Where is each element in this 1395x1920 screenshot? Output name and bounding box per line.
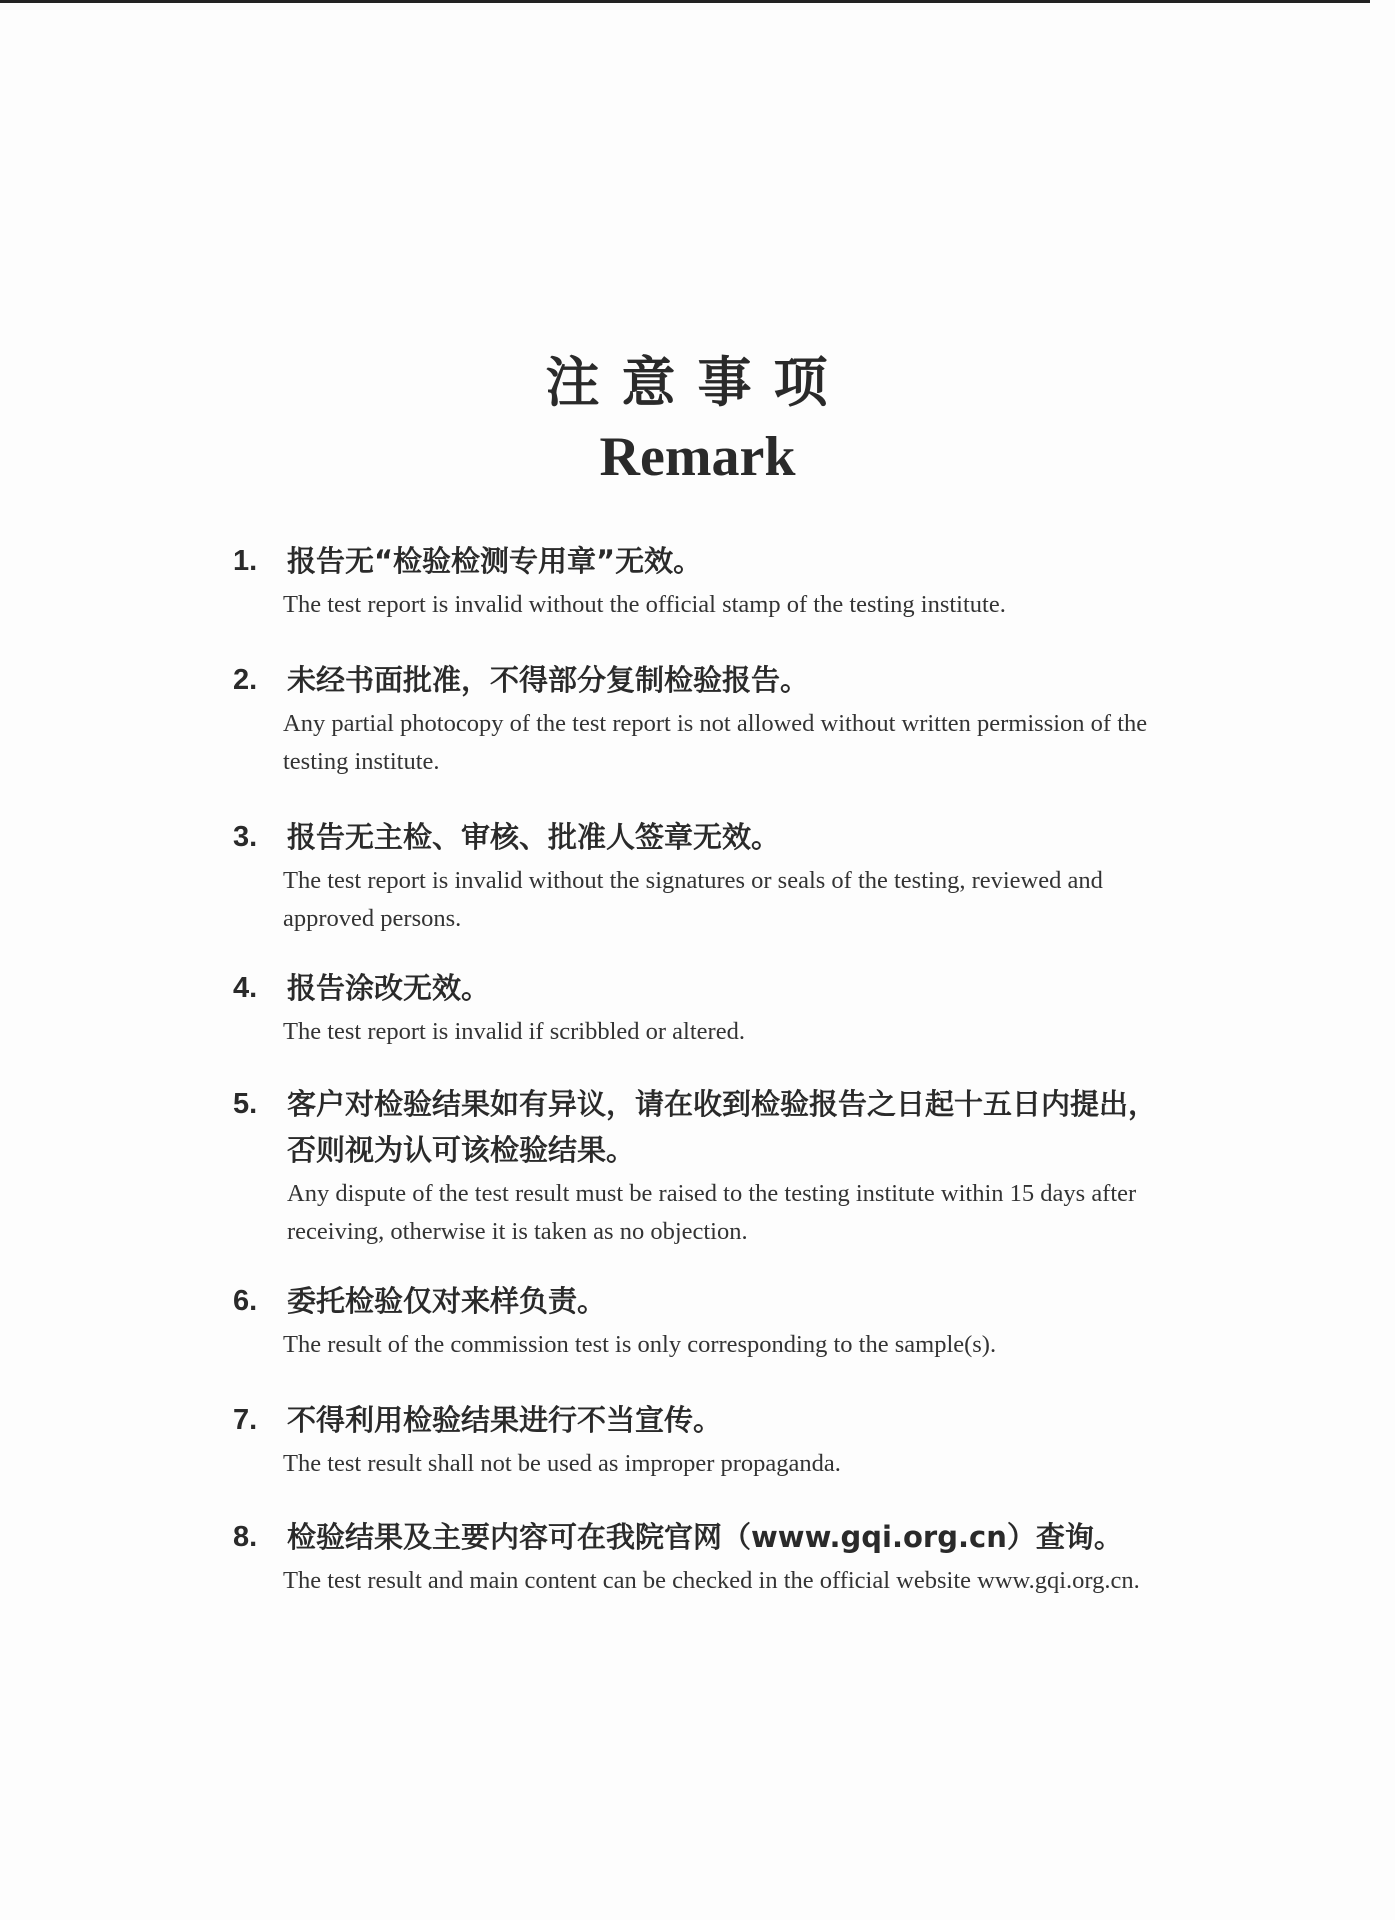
item-number: 3.	[233, 821, 258, 853]
item-text-chinese: 报告无主检、审核、批准人签章无效。	[287, 820, 781, 854]
page-title-chinese: 注意事项	[545, 350, 850, 414]
remark-item-6	[233, 1278, 1333, 1364]
item-number: 1.	[233, 545, 258, 577]
item-text-chinese: 未经书面批准，不得部分复制检验报告。	[287, 663, 810, 697]
item-number: 5.	[233, 1088, 258, 1120]
item-text-english: The test report is invalid without the signatures or seals of the testing, reviewed and approved persons.	[283, 867, 1103, 932]
item-number: 2.	[233, 664, 258, 696]
item-text-chinese: 不得利用检验结果进行不当宣传。	[287, 1403, 723, 1437]
item-text-english: The test result shall not be used as improper propaganda.	[283, 1450, 841, 1477]
remark-item-7	[233, 1397, 1333, 1483]
item-text-english: Any dispute of the test result must be raised to the testing institute within 15 days after receiving, otherwise it is taken as no objection.	[287, 1180, 1137, 1245]
item-number: 4.	[233, 972, 258, 1004]
item-text-english: The test result and main content can be checked in the official website www.gqi.org.cn.	[283, 1567, 1140, 1594]
item-text-chinese: 委托检验仅对来样负责。	[287, 1284, 607, 1318]
remark-item-8	[233, 1514, 1333, 1600]
item-text-english: Any partial photocopy of the test report is not allowed without written permission of the testing institute.	[283, 710, 1148, 775]
item-number: 8.	[233, 1521, 258, 1553]
item-text-chinese: 报告无“检验检测专用章”无效。	[287, 544, 703, 578]
remark-item-2	[233, 657, 1333, 781]
item-number: 6.	[233, 1285, 258, 1317]
scan-edge-line	[0, 0, 1370, 3]
item-text-chinese: 检验结果及主要内容可在我院官网（www.gqi.org.cn）查询。	[287, 1520, 1123, 1554]
item-text-english: The result of the commission test is only corresponding to the sample(s).	[283, 1331, 997, 1358]
remark-item-4	[233, 965, 1333, 1051]
item-text-chinese: 客户对检验结果如有异议，请在收到检验报告之日起十五日内提出，否则视为认可该检验结果。	[287, 1087, 1158, 1167]
item-text-chinese: 报告涂改无效。	[287, 971, 491, 1005]
item-text-english: The test report is invalid without the official stamp of the testing institute.	[283, 591, 1006, 618]
remark-item-5	[233, 1081, 1333, 1251]
page-title-english: Remark	[599, 426, 796, 488]
item-number: 7.	[233, 1404, 258, 1436]
remark-item-3	[233, 814, 1333, 938]
item-text-english: The test report is invalid if scribbled or altered.	[283, 1018, 745, 1045]
remark-item-1	[233, 538, 1333, 624]
